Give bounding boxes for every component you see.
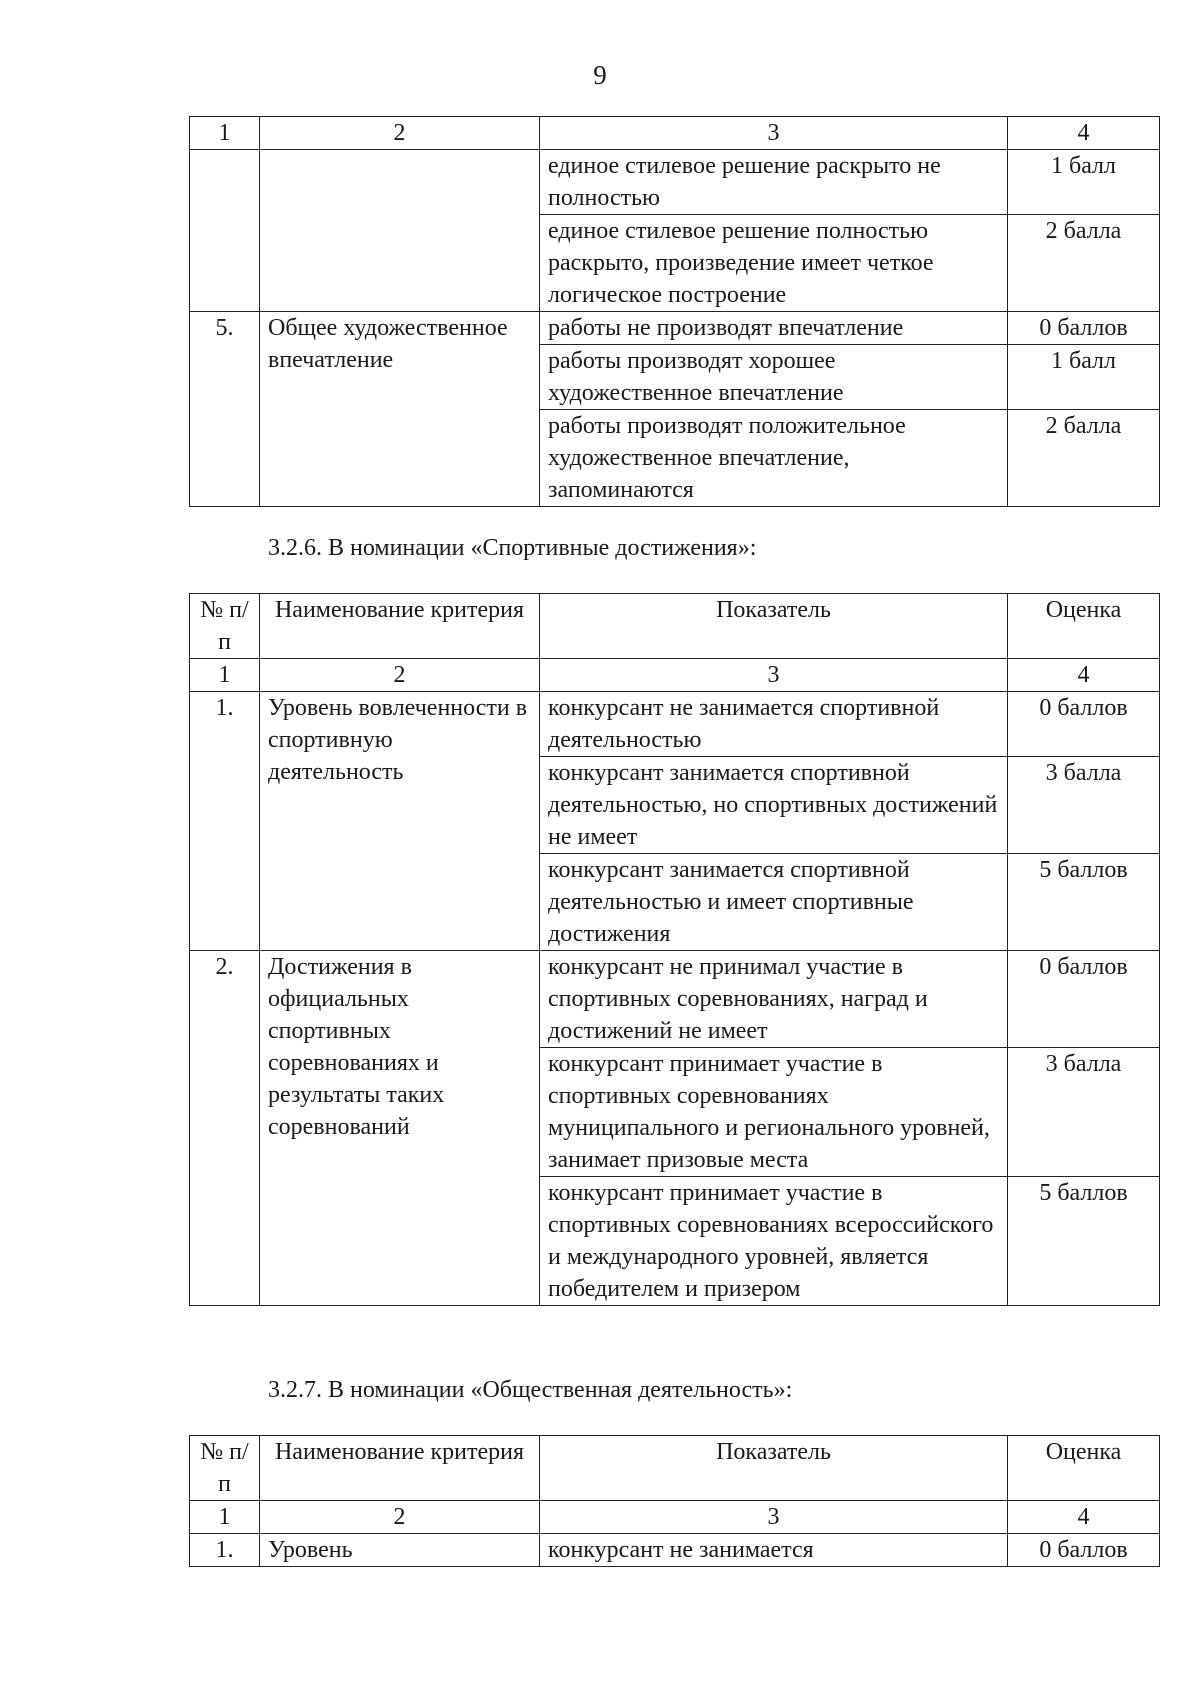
col-number-cell: 1: [190, 659, 260, 692]
indicator-cell: конкурсант занимается спортивной деятельностью, но спортивных достижений не имеет: [540, 757, 1008, 854]
col-number-cell: 3: [540, 659, 1008, 692]
section-heading: 3.2.7. В номинации «Общественная деятельность»:: [268, 1377, 793, 1403]
indicator-cell: работы производят хорошее художественное впечатление: [540, 345, 1008, 410]
section-heading: 3.2.6. В номинации «Спортивные достижения»:: [268, 535, 757, 561]
social-activity-table: [189, 1435, 1160, 1567]
indicator-cell: конкурсант не принимал участие в спортивных соревнованиях, наград и достижений не имеет: [540, 951, 1008, 1048]
indicator-cell: конкурсант занимается спортивной деятельностью и имеет спортивные достижения: [540, 854, 1008, 951]
score-cell: 1 балл: [1008, 150, 1160, 215]
indicator-cell: конкурсант принимает участие в спортивных соревнованиях муниципального и регионального уровней, занимает призовые места: [540, 1048, 1008, 1177]
col-number-cell: 2: [260, 659, 540, 692]
criterion-name: Уровень вовлеченности в спортивную деятельность: [260, 692, 540, 951]
sports-achievements-table: [189, 593, 1160, 1306]
criterion-name: Общее художественное впечатление: [260, 312, 540, 507]
table-row: [190, 150, 1160, 215]
header-number: № п/п: [190, 594, 260, 659]
col-number-cell: 4: [1008, 1501, 1160, 1534]
score-cell: 5 баллов: [1008, 1177, 1160, 1306]
score-cell: 1 балл: [1008, 345, 1160, 410]
col-number-cell: 3: [540, 1501, 1008, 1534]
indicator-cell: единое стилевое решение раскрыто не полностью: [540, 150, 1008, 215]
header-row: [190, 594, 1160, 659]
empty-cell: [190, 150, 260, 312]
table-row: [190, 951, 1160, 1048]
header-row: [190, 1436, 1160, 1501]
indicator-cell: работы не производят впечатление: [540, 312, 1008, 345]
header-indicator: Показатель: [540, 594, 1008, 659]
score-cell: 2 балла: [1008, 410, 1160, 507]
header-score: Оценка: [1008, 594, 1160, 659]
indicator-cell: конкурсант не занимается: [540, 1534, 1008, 1567]
col-number-cell: 2: [260, 117, 540, 150]
header-indicator: Показатель: [540, 1436, 1008, 1501]
col-number-cell: 3: [540, 117, 1008, 150]
col-number-cell: 4: [1008, 659, 1160, 692]
table-row: [190, 1534, 1160, 1567]
score-cell: 0 баллов: [1008, 312, 1160, 345]
col-number-cell: 2: [260, 1501, 540, 1534]
header-number: № п/п: [190, 1436, 260, 1501]
header-criterion: Наименование критерия: [260, 1436, 540, 1501]
page-number: 9: [593, 60, 607, 90]
criterion-number: 5.: [190, 312, 260, 507]
empty-cell: [260, 150, 540, 312]
column-numbers-row: [190, 1501, 1160, 1534]
col-number-cell: 1: [190, 117, 260, 150]
criterion-number: 1.: [190, 1534, 260, 1567]
column-numbers-row: [190, 117, 1160, 150]
col-number-cell: 1: [190, 1501, 260, 1534]
table-row: [190, 312, 1160, 345]
score-cell: 0 баллов: [1008, 692, 1160, 757]
score-cell: 3 балла: [1008, 757, 1160, 854]
score-cell: 0 баллов: [1008, 951, 1160, 1048]
indicator-cell: единое стилевое решение полностью раскрыто, произведение имеет четкое логическое построение: [540, 215, 1008, 312]
col-number-cell: 4: [1008, 117, 1160, 150]
criterion-name: Уровень: [260, 1534, 540, 1567]
table-row: [190, 692, 1160, 757]
criterion-name: Достижения в официальных спортивных соревнованиях и результаты таких соревнований: [260, 951, 540, 1306]
header-criterion: Наименование критерия: [260, 594, 540, 659]
indicator-cell: конкурсант принимает участие в спортивных соревнованиях всероссийского и международного уровней, является победителем и призером: [540, 1177, 1008, 1306]
criterion-number: 2.: [190, 951, 260, 1306]
score-cell: 5 баллов: [1008, 854, 1160, 951]
indicator-cell: конкурсант не занимается спортивной деятельностью: [540, 692, 1008, 757]
score-cell: 3 балла: [1008, 1048, 1160, 1177]
criteria-table-continuation: [189, 116, 1160, 507]
score-cell: 0 баллов: [1008, 1534, 1160, 1567]
score-cell: 2 балла: [1008, 215, 1160, 312]
header-score: Оценка: [1008, 1436, 1160, 1501]
column-numbers-row: [190, 659, 1160, 692]
criterion-number: 1.: [190, 692, 260, 951]
indicator-cell: работы производят положительное художественное впечатление, запоминаются: [540, 410, 1008, 507]
